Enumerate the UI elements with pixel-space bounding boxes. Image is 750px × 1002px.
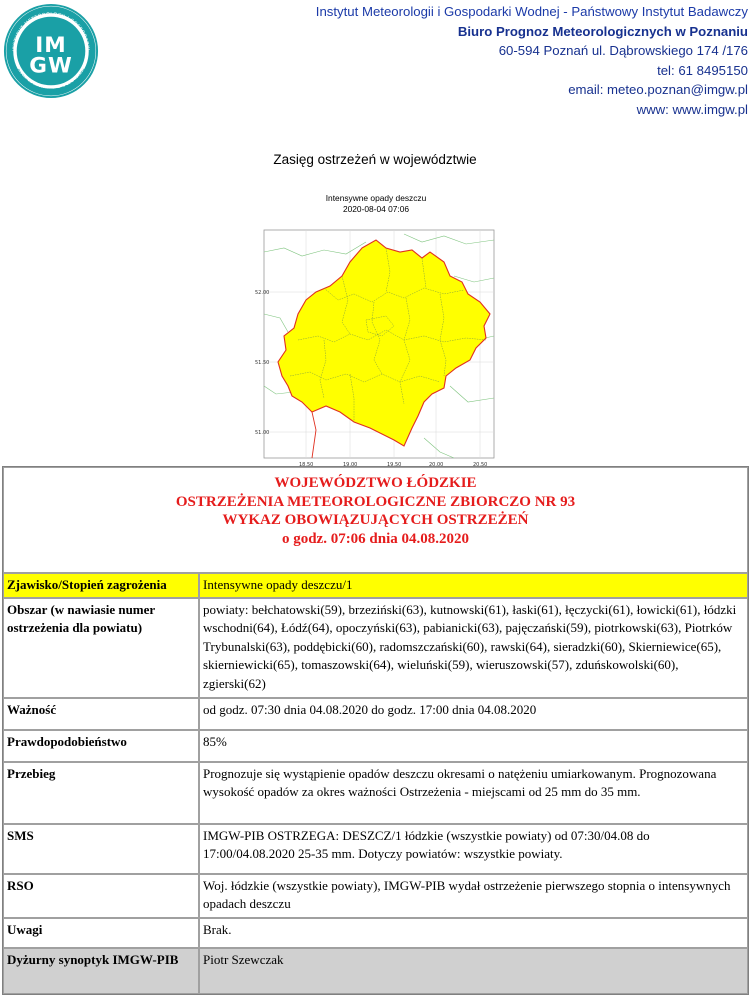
warning-title-region: WOJEWÓDZTWO ŁÓDZKIE [274, 475, 477, 491]
row-label-sms: SMS [3, 824, 199, 874]
row-value-validity: od godz. 07:30 dnia 04.08.2020 do godz. 17:00 dnia 04.08.2020 [199, 698, 748, 730]
x-tick-label: 18.50 [299, 462, 314, 468]
row-value-phenomenon: Intensywne opady deszczu/1 [199, 573, 748, 598]
map-title: Zasięg ostrzeżeń w województwie [273, 152, 477, 167]
row-value-probability: 85% [199, 730, 748, 762]
phone: tel: 61 8495150 [657, 62, 748, 78]
imgw-logo [2, 2, 100, 100]
row-value-rso: Woj. łódzkie (wszystkie powiaty), IMGW-PIB wydał ostrzeżenie pierwszego stopnia o intensywnych opadach deszczu [199, 874, 748, 918]
y-tick-label: 51.00 [255, 430, 270, 436]
row-label-notes: Uwagi [3, 918, 199, 948]
institute-header [228, 2, 748, 119]
row-value-course: Prognozuje się wystąpienie opadów deszczu okresami o natężeniu umiarkowanym. Prognozowana wysokość opadów za okres ważności Ostrzeżenia - miejscami od 25 mm do 35 mm. [199, 762, 748, 824]
warning-map [254, 190, 504, 470]
row-label-phenomenon: Zjawisko/Stopień zagrożenia [3, 573, 199, 598]
svg-text:INSTYTUT METEOROLOGII I GOSPOD: INSTYTUT METEOROLOGII I GOSPODARKI [11, 11, 91, 52]
svg-text:IM: IM [35, 32, 67, 58]
institute-name: Instytut Meteorologii i Gospodarki Wodnej - Państwowy Instytut Badawczy [315, 4, 748, 19]
warning-title-list: WYKAZ OBOWIĄZUJĄCYCH OSTRZEŻEŃ [222, 512, 529, 528]
row-value-area: powiaty: bełchatowski(59), brzeziński(63), kutnowski(61), łaski(61), łęczycki(61), łowicki(61), łódzki wschodni(64), Łódź(64), opoczyński(63), pabianicki(63), pajęczański(59), piotrkowski(63), Piotrków Trybunalski(63), poddębicki(60), radomszczański(60), rawski(64), sieradzki(60), Skierniewice(65), skierniewicki(65), tomaszowski(64), wieluński(59), wieruszowski(57), zduńskowolski(60), zgierski(62) [199, 598, 748, 698]
row-label-area: Obszar (w nawiasie numer ostrzeżenia dla powiatu) [3, 598, 199, 698]
row-value-notes: Brak. [199, 918, 748, 948]
svg-text:GW: GW [29, 53, 73, 79]
y-tick-label: 52.00 [255, 290, 270, 296]
map-subtitle-phenomenon: Intensywne opady deszczu [325, 193, 427, 203]
x-tick-label: 20.50 [473, 462, 488, 468]
warning-table [2, 466, 749, 995]
office-name: Biuro Prognoz Meteorologicznych w Poznaniu [457, 23, 748, 39]
y-tick-label: 51.50 [255, 360, 270, 366]
row-value-sms: IMGW-PIB OSTRZEGA: DESZCZ/1 łódzkie (wszystkie powiaty) od 07:30/04.08 do 17:00/04.08.2020 25-35 mm. Dotyczy powiatów: wszystkie powiaty. [199, 824, 748, 874]
x-tick-label: 19.00 [343, 462, 358, 468]
warning-title-time: o godz. 07:06 dnia 04.08.2020 [281, 530, 470, 547]
warning-title-number: OSTRZEŻENIA METEOROLOGICZNE ZBIORCZO NR 93 [175, 493, 576, 510]
www-link[interactable]: www: www.imgw.pl [636, 101, 748, 117]
warning-header [3, 467, 748, 573]
row-value-forecaster: Piotr Szewczak [199, 948, 748, 994]
map-subtitle-time: 2020-08-04 07:06 [342, 204, 410, 214]
row-label-course: Przebieg [3, 762, 199, 824]
row-label-rso: RSO [3, 874, 199, 918]
x-tick-label: 20.00 [429, 462, 444, 468]
row-label-probability: Prawdopodobieństwo [3, 730, 199, 762]
address: 60-594 Poznań ul. Dąbrowskiego 174 /176 [498, 43, 748, 58]
row-label-validity: Ważność [3, 698, 199, 730]
row-label-forecaster: Dyżurny synoptyk IMGW-PIB [3, 948, 199, 994]
svg-text:PAŃSTWOWY INSTYTUT BADAWCZY: PAŃSTWOWY INSTYTUT BADAWCZY [13, 68, 88, 95]
email-link[interactable]: email: meteo.poznan@imgw.pl [568, 82, 748, 97]
x-tick-label: 19.50 [387, 462, 402, 468]
